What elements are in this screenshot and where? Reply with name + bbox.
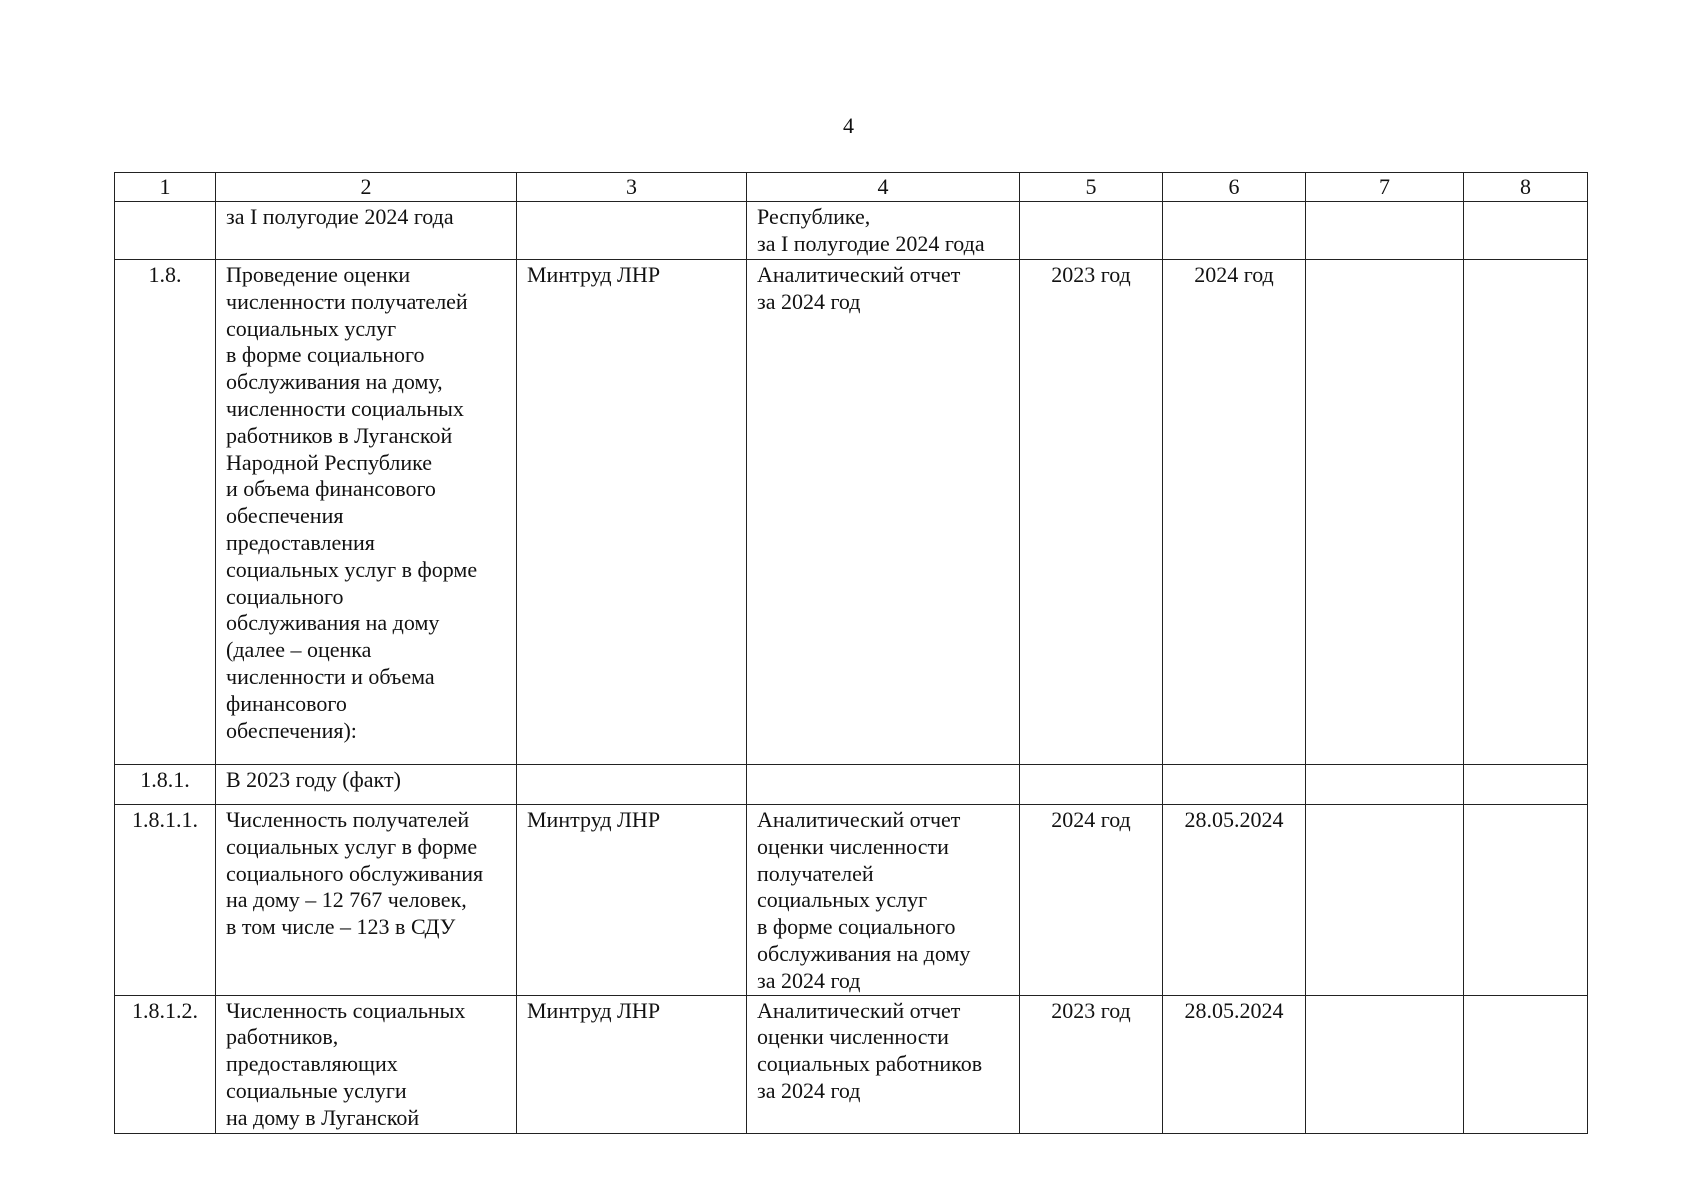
col7-cell [1306,202,1464,260]
result-cell: Аналитический отчет оценки численности получателей социальных услуг в форме социального обслуживания на дому за 2024 год [747,805,1020,996]
header-cell-7: 7 [1306,173,1464,202]
result-cell: Аналитический отчет оценки численности социальных работников за 2024 год [747,995,1020,1133]
activity-cell: за I полугодие 2024 года [216,202,517,260]
activity-cell: Численность получателей социальных услуг в форме социального обслуживания на дому – 12 767 человек, в том числе – 123 в СДУ [216,805,517,996]
row-number [115,202,216,260]
end-date-cell: 2024 год [1163,260,1306,765]
header-cell-4: 4 [747,173,1020,202]
row-number: 1.8.1.2. [115,995,216,1133]
start-date-cell: 2023 год [1020,995,1163,1133]
header-cell-6: 6 [1163,173,1306,202]
responsible-cell [517,765,747,805]
activity-cell: В 2023 году (факт) [216,765,517,805]
row-number: 1.8. [115,260,216,765]
responsible-cell: Минтруд ЛНР [517,805,747,996]
col7-cell [1306,995,1464,1133]
header-cell-5: 5 [1020,173,1163,202]
activity-cell: Численность социальных работников, предоставляющих социальные услуги на дому в Луганской [216,995,517,1133]
col8-cell [1464,260,1588,765]
col7-cell [1306,260,1464,765]
end-date-cell: 28.05.2024 [1163,995,1306,1133]
col7-cell [1306,805,1464,996]
col8-cell [1464,805,1588,996]
result-cell [747,765,1020,805]
table-row [115,765,1588,805]
header-cell-2: 2 [216,173,517,202]
responsible-cell: Минтруд ЛНР [517,995,747,1133]
table-row [115,202,1588,260]
table-row [115,805,1588,996]
header-cell-8: 8 [1464,173,1588,202]
table-row [115,260,1588,765]
row-number: 1.8.1.1. [115,805,216,996]
col8-cell [1464,202,1588,260]
header-cell-1: 1 [115,173,216,202]
col8-cell [1464,765,1588,805]
start-date-cell: 2024 год [1020,805,1163,996]
start-date-cell [1020,765,1163,805]
row-number: 1.8.1. [115,765,216,805]
plan-table [114,172,1588,1134]
end-date-cell: 28.05.2024 [1163,805,1306,996]
table-row [115,995,1588,1133]
table-header-row [115,173,1588,202]
header-cell-3: 3 [517,173,747,202]
end-date-cell [1163,202,1306,260]
responsible-cell [517,202,747,260]
responsible-cell: Минтруд ЛНР [517,260,747,765]
col7-cell [1306,765,1464,805]
start-date-cell [1020,202,1163,260]
activity-cell: Проведение оценки численности получателей социальных услуг в форме социального обслуживания на дому, численности социальных работников в Луганской Народной Республике и объема финансового обеспечения предоставления социальных услуг в форме социального обслуживания на дому (далее – оценка численности и объема финансового обеспечения): [216,260,517,765]
result-cell: Аналитический отчет за 2024 год [747,260,1020,765]
col8-cell [1464,995,1588,1133]
start-date-cell: 2023 год [1020,260,1163,765]
end-date-cell [1163,765,1306,805]
result-cell: Республике, за I полугодие 2024 года [747,202,1020,260]
page-number: 4 [843,113,854,138]
